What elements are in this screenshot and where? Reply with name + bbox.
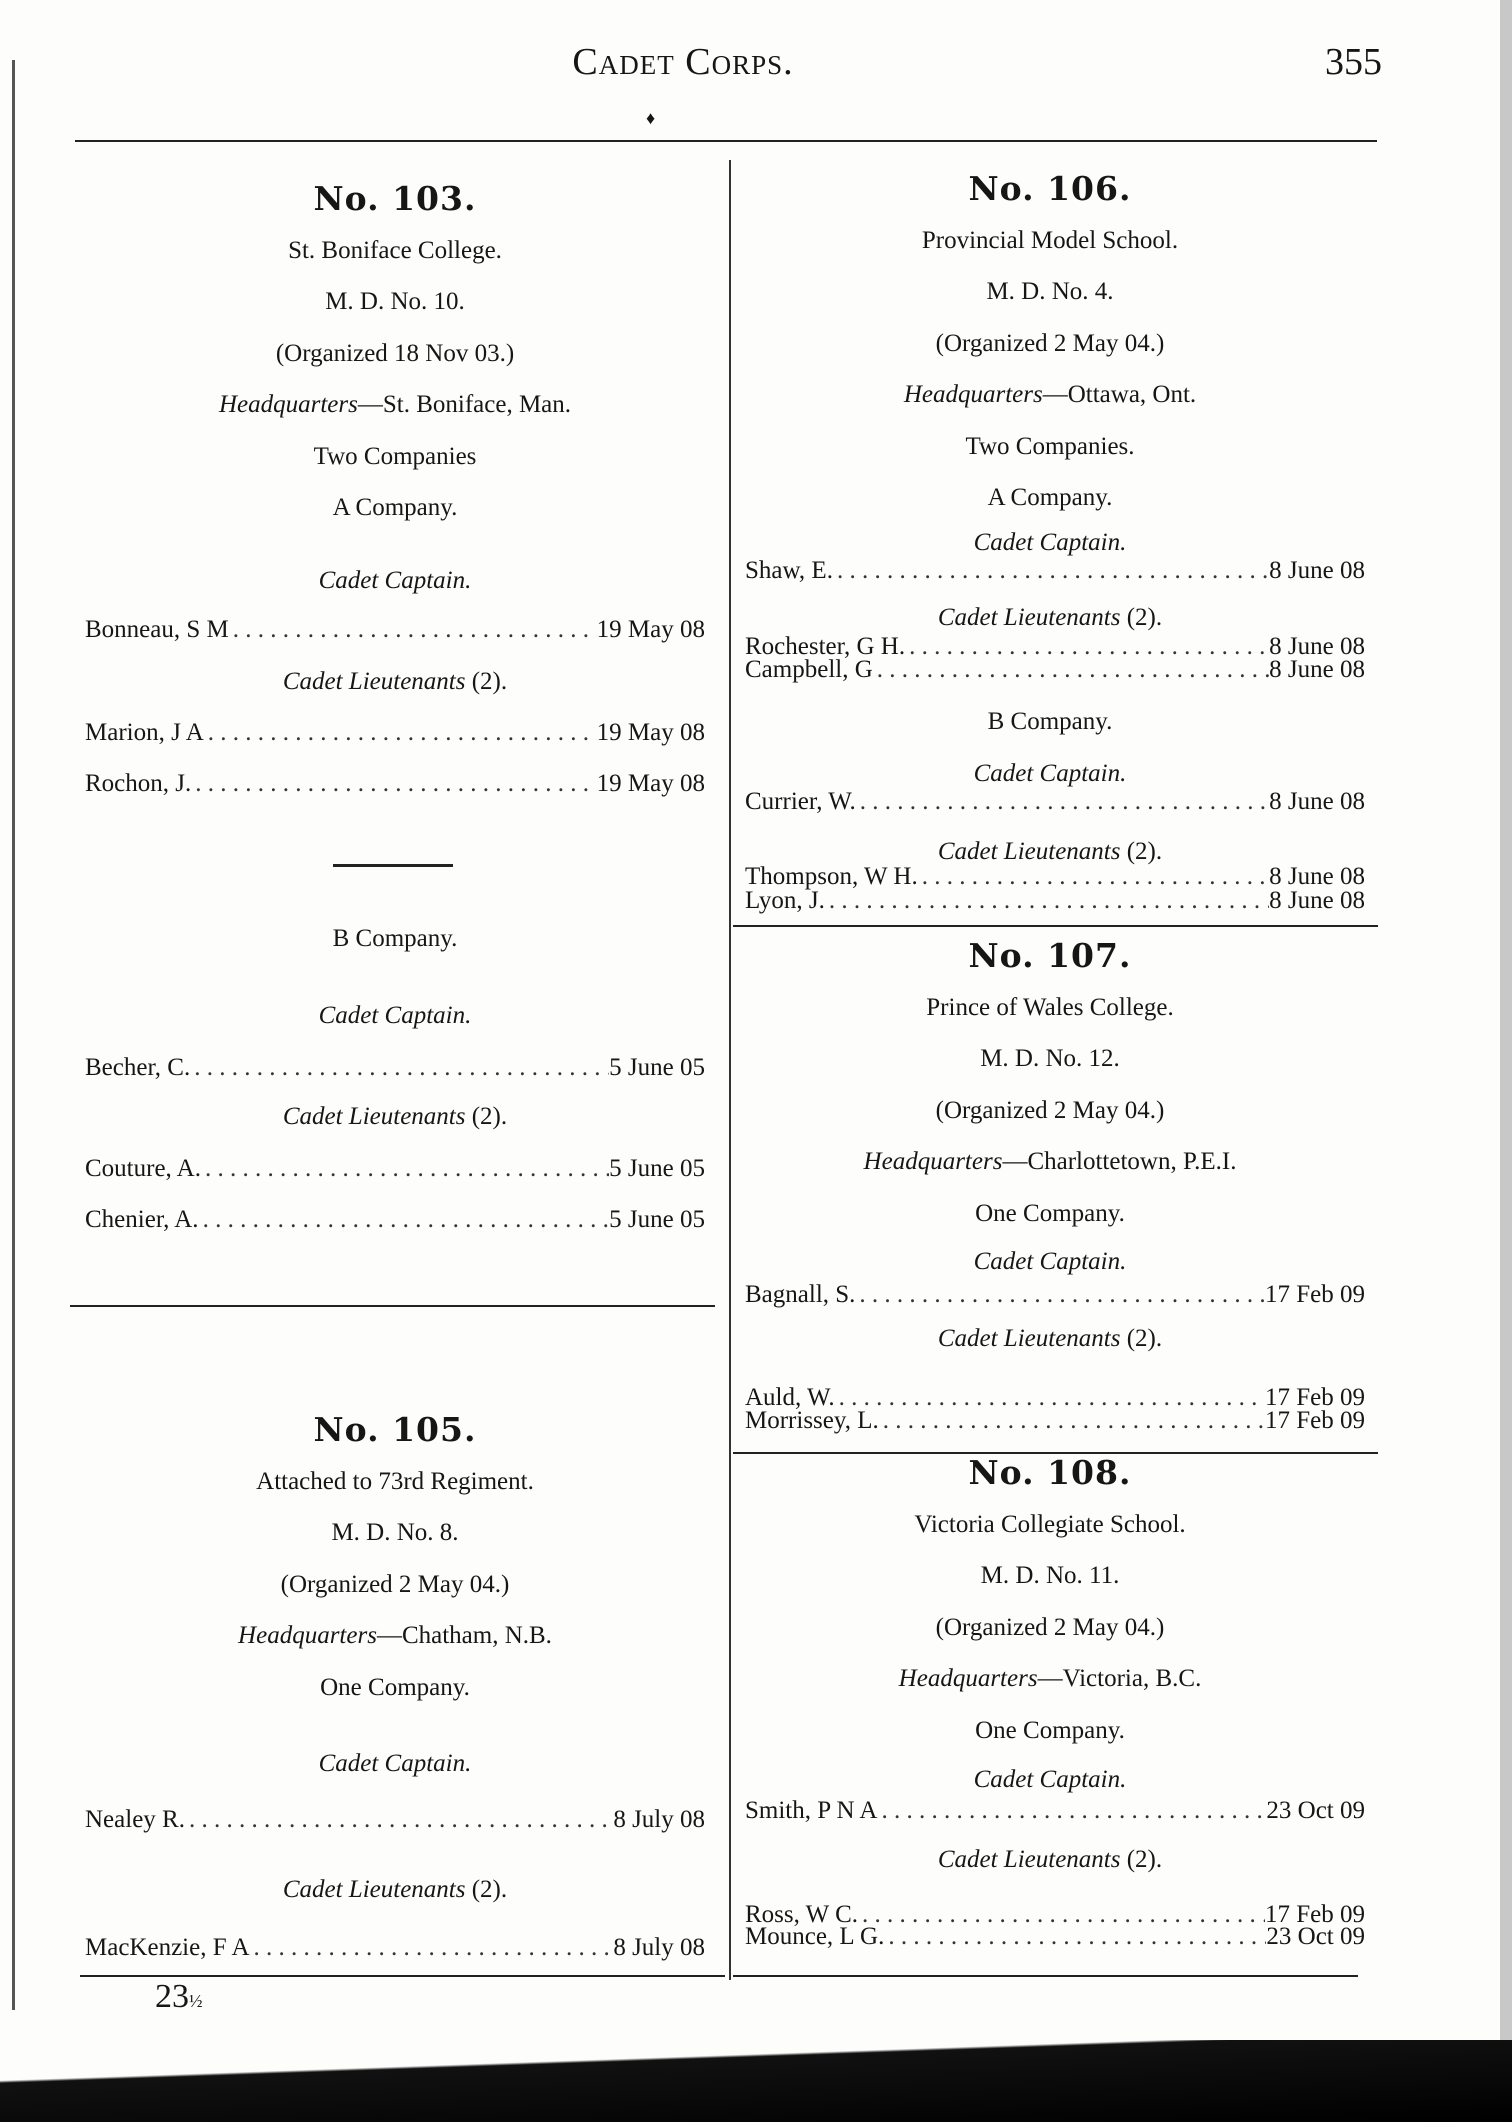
cadet-lieutenants-heading: Cadet Lieutenants (2). <box>282 1103 508 1130</box>
cadet-lieutenants-heading: Cadet Lieutenants (2). <box>937 838 1163 865</box>
appointment-date: 17 Feb 09 <box>1265 1901 1365 1928</box>
headquarters <box>75 379 715 431</box>
cadet-name: Campbell, G <box>745 656 873 683</box>
roster-entry <box>85 1053 705 1083</box>
appointment-date: 23 Oct 09 <box>1266 1797 1365 1824</box>
unit-number: No. 103. <box>313 179 477 218</box>
appointment-date: 5 June 05 <box>609 1155 705 1182</box>
ornament-glyph: ♦ <box>646 108 656 128</box>
unit-number: No. 107. <box>968 936 1132 975</box>
organized-date: (Organized 18 Nov 03.) <box>275 339 515 367</box>
company-label: A Company. <box>332 494 458 521</box>
cadet-lieutenants-heading: Cadet Lieutenants (2). <box>937 604 1163 631</box>
cadet-name: Rochester, G H. <box>745 633 906 660</box>
cadet-lieutenants-heading: Cadet Lieutenants (2). <box>937 1325 1163 1352</box>
cadet-name: Ross, W C. <box>745 1901 859 1928</box>
unit-number: No. 105. <box>313 1410 477 1449</box>
headquarters-label: Headquarters <box>863 1148 1003 1175</box>
appointment-date: 19 May 08 <box>596 719 705 746</box>
headquarters-label: Headquarters <box>238 1622 377 1649</box>
roster-entry <box>745 1406 1365 1436</box>
cadet-name: Smith, P N A <box>745 1797 878 1824</box>
bottom-rule-right <box>733 1975 1358 1977</box>
military-district: M. D. No. 4. <box>986 278 1114 305</box>
cadet-name: Becher, C. <box>85 1054 191 1081</box>
headquarters-label: Headquarters <box>898 1665 1038 1692</box>
roster-entry <box>85 1805 705 1835</box>
page-left-edge <box>12 60 19 2010</box>
signature-mark: 23½ <box>155 1978 203 2015</box>
institution-name: Attached to 73rd Regiment. <box>256 1467 534 1495</box>
headquarters-label: Headquarters <box>218 391 358 418</box>
roster-entry <box>745 556 1365 586</box>
institution-name: Prince of Wales College. <box>926 993 1174 1021</box>
unit-number: No. 108. <box>968 1453 1132 1492</box>
headquarters <box>740 369 1360 421</box>
cadet-name: Bagnall, S. <box>745 1281 856 1308</box>
appointment-date: 17 Feb 09 <box>1265 1281 1365 1308</box>
roster-entry <box>745 1280 1365 1310</box>
military-district: M. D. No. 10. <box>325 288 465 315</box>
cadet-lieutenants-heading: Cadet Lieutenants (2). <box>937 1846 1163 1873</box>
military-district: M. D. No. 11. <box>980 1562 1120 1589</box>
headquarters-value: —Chatham, N.B. <box>376 1622 552 1649</box>
cadet-captain-heading: Cadet Captain. <box>318 1002 472 1029</box>
roster-entry <box>745 787 1365 817</box>
military-district: M. D. No. 12. <box>980 1045 1120 1072</box>
appointment-date: 8 June 08 <box>1269 863 1365 890</box>
cadet-captain-heading: Cadet Captain. <box>318 1750 472 1777</box>
cadet-captain-heading: Cadet Captain. <box>973 760 1127 787</box>
appointment-date: 17 Feb 09 <box>1265 1384 1365 1411</box>
company-count: One Company. <box>975 1199 1125 1227</box>
headquarters-value: —Ottawa, Ont. <box>1042 381 1197 408</box>
header-rule <box>75 140 1377 142</box>
cadet-captain-heading: Cadet Captain. <box>973 1248 1127 1275</box>
appointment-date: 19 May 08 <box>596 616 705 643</box>
roster-entry <box>85 1154 705 1184</box>
page-right-shadow <box>1500 0 1512 2122</box>
section-rule <box>733 925 1378 927</box>
appointment-date: 8 June 08 <box>1269 887 1365 914</box>
roster-entry <box>745 886 1365 916</box>
roster-entry <box>85 769 705 799</box>
headquarters-value: —Charlottetown, P.E.I. <box>1002 1148 1237 1175</box>
roster-entry <box>85 1205 705 1235</box>
running-title: Cadet Corps. <box>572 41 794 83</box>
headquarters-label: Headquarters <box>903 381 1043 408</box>
appointment-date: 5 June 05 <box>609 1206 705 1233</box>
organized-date: (Organized 2 May 04.) <box>935 1613 1165 1641</box>
appointment-date: 8 July 08 <box>613 1806 705 1833</box>
column-divider <box>729 160 731 1980</box>
roster-entry <box>745 1796 1365 1826</box>
headquarters-value: —Victoria, B.C. <box>1037 1665 1202 1692</box>
appointment-date: 17 Feb 09 <box>1265 1407 1365 1434</box>
unit-107-heading <box>740 930 1360 1239</box>
cadet-name: Thompson, W H. <box>745 863 918 890</box>
unit-106-heading <box>740 163 1360 524</box>
cadet-name: Morrissey, L. <box>745 1407 879 1434</box>
company-label: B Company. <box>987 708 1113 735</box>
cadet-name: Nealey R. <box>85 1806 185 1833</box>
unit-number: No. 106. <box>968 169 1132 208</box>
organized-date: (Organized 2 May 04.) <box>935 329 1165 357</box>
bottom-rule-left <box>80 1975 725 1977</box>
appointment-date: 8 June 08 <box>1269 656 1365 683</box>
cadet-name: MacKenzie, F A <box>85 1934 250 1961</box>
cadet-name: Bonneau, S M <box>85 616 229 643</box>
military-district: M. D. No. 8. <box>331 1519 459 1546</box>
institution-name: Victoria Collegiate School. <box>914 1510 1186 1538</box>
appointment-date: 5 June 05 <box>609 1054 705 1081</box>
company-count: Two Companies <box>313 442 477 470</box>
company-separator <box>333 864 453 867</box>
roster-entry <box>85 615 705 645</box>
unit-105-heading <box>75 1404 715 1713</box>
headquarters <box>740 1136 1360 1188</box>
page-bottom-shadow <box>0 2040 1512 2122</box>
appointment-date: 8 June 08 <box>1269 557 1365 584</box>
institution-name: Provincial Model School. <box>921 226 1179 254</box>
cadet-lieutenants-heading: Cadet Lieutenants (2). <box>282 1876 508 1903</box>
organized-date: (Organized 2 May 04.) <box>935 1096 1165 1124</box>
cadet-name: Couture, A. <box>85 1155 201 1182</box>
headquarters <box>740 1653 1360 1705</box>
roster-entry <box>745 1922 1365 1952</box>
cadet-lieutenants-heading: Cadet Lieutenants (2). <box>282 668 508 695</box>
cadet-captain-heading: Cadet Captain. <box>318 567 472 594</box>
company-count: One Company. <box>975 1716 1125 1744</box>
company-label: B Company. <box>332 925 458 952</box>
unit-108-heading <box>740 1447 1360 1756</box>
cadet-name: Marion, J A <box>85 719 204 746</box>
cadet-name: Lyon, J. <box>745 887 825 914</box>
appointment-date: 8 June 08 <box>1269 788 1365 815</box>
organized-date: (Organized 2 May 04.) <box>280 1570 510 1598</box>
cadet-name: Mounce, L G. <box>745 1923 885 1950</box>
cadet-name: Shaw, E. <box>745 557 833 584</box>
appointment-date: 8 June 08 <box>1269 633 1365 660</box>
institution-name: St. Boniface College. <box>288 236 502 264</box>
roster-entry <box>745 655 1365 685</box>
appointment-date: 19 May 08 <box>596 770 705 797</box>
unit-103-heading <box>75 173 715 534</box>
headquarters-value: —St. Boniface, Man. <box>357 391 572 418</box>
roster-entry <box>85 1933 705 1963</box>
section-rule <box>70 1305 715 1307</box>
appointment-date: 8 July 08 <box>613 1934 705 1961</box>
company-label: A Company. <box>987 484 1113 511</box>
cadet-name: Currier, W. <box>745 788 856 815</box>
appointment-date: 23 Oct 09 <box>1266 1923 1365 1950</box>
roster-entry <box>85 718 705 748</box>
page-number: 355 <box>1325 41 1382 83</box>
company-count: One Company. <box>320 1673 470 1701</box>
cadet-captain-heading: Cadet Captain. <box>973 529 1127 556</box>
cadet-captain-heading: Cadet Captain. <box>973 1766 1127 1793</box>
headquarters <box>75 1610 715 1662</box>
company-count: Two Companies. <box>965 432 1135 460</box>
cadet-name: Auld, W. <box>745 1384 835 1411</box>
cadet-name: Chenier, A. <box>85 1206 199 1233</box>
cadet-name: Rochon, J. <box>85 770 192 797</box>
